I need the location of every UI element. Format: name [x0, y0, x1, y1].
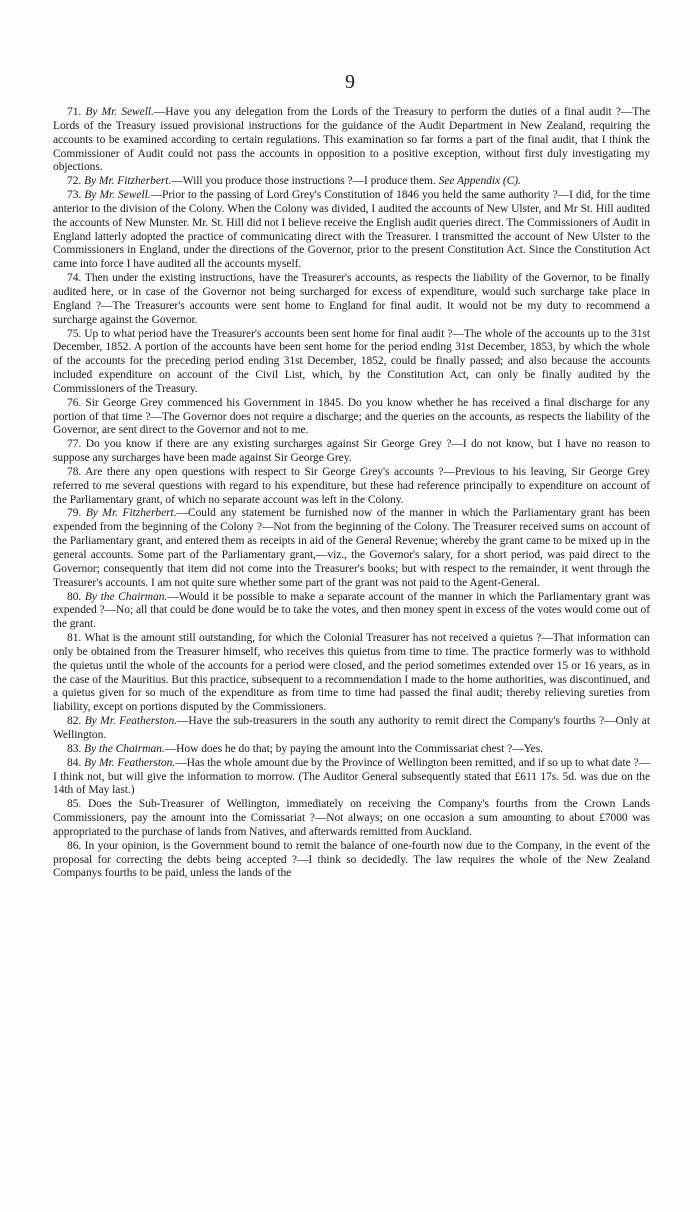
speaker-name: Mr. Sewell. — [99, 189, 151, 202]
question-paragraph — [53, 272, 650, 327]
question-answer-text: In your opinion, is the Government bound to remit the balance of one-fourth now due to the Company, in the event of the proposal for correcting the debts being accepted ?—I think so decidedly. The law requires the whole of the New Zealand Companys fourths to be paid, unless the lands of the — [53, 839, 651, 880]
question-number: 83. — [67, 742, 82, 755]
question-number: 78. — [67, 465, 82, 478]
question-paragraph — [53, 466, 650, 508]
speaker-name: Mr. Featherston. — [100, 715, 177, 728]
speaker-name: the Chairman. — [100, 590, 168, 603]
speaker-name: Mr. Fitzherbert. — [98, 175, 172, 188]
document-body — [53, 106, 650, 881]
appendix-reference: See Appendix (C). — [438, 175, 521, 188]
question-number: 75. — [67, 327, 82, 340]
speaker-name: Mr. Fitzherbert. — [102, 507, 177, 520]
question-answer-text: —Has the whole amount due by the Province of Wellington been remitted, and if so up to what date ?—I think not, but will give the information to morrow. (The Auditor General subsequently stated that £611 17s. 5d. was due on the 14th of May last.) — [53, 756, 651, 797]
question-answer-text: Does the Sub-Treasurer of Wellington, immediately on receiving the Company's fourths from the Crown Lands Commissioners, pay the amount into the Comissariat ?—Not always; on one occasion a sum amounting to about £7000 was appropriated to the purchase of lands from Natives, and afterwards remitted from Auckland. — [53, 798, 650, 838]
speaker-prefix: By — [84, 756, 97, 769]
question-paragraph — [53, 798, 650, 840]
question-answer-text: —Will you produce those instructions ?—I produce them. — [171, 175, 436, 188]
speaker-name: the Chairman. — [98, 742, 165, 755]
question-paragraph — [53, 438, 650, 466]
question-number: 71. — [67, 106, 82, 118]
speaker-prefix: By — [84, 715, 97, 728]
question-answer-text: Do you know if there are any existing surcharges against Sir George Grey ?—I do not know, but I have no reason to suppose any surcharges have been made against Sir George Grey. — [53, 438, 651, 465]
question-number: 86. — [67, 839, 82, 852]
speaker-prefix: By — [84, 189, 97, 202]
question-answer-text: Up to what period have the Treasurer's accounts been sent home for final audit ?—The whole of the accounts up to the 31st December, 1852. A portion of the accounts have been sent home for the period ending 31st December, 1853, by which the whole of the accounts for the preceding period ending 31st December, 1852, could be finally passed; and also because the accounts included expenditure on account of the Civil List, which, by the Constitution Act, can only be finally audited by the Commissioners of the Treasury. — [53, 327, 650, 395]
question-number: 80. — [67, 590, 82, 603]
question-number: 79. — [67, 507, 82, 520]
speaker-prefix: By — [84, 175, 97, 188]
page-number: 9 — [345, 71, 355, 93]
question-paragraph — [53, 757, 650, 799]
question-answer-text: —Have you any delegation from the Lords of the Treasury to perform the duties of a final audit ?—The Lords of the Treasury issued provisional instructions for the guidance of the Audit Department in New Zealand, requiring the accounts to be examined according to certain regulations. This examination so far forms a part of the final audit, that I think the Commissioner of Audit could not pass the accounts in opposition to a positive exception, without first duly investigating my objections. — [53, 106, 651, 174]
question-paragraph — [53, 397, 650, 439]
question-number: 85. — [67, 798, 82, 811]
speaker-prefix: By — [85, 507, 98, 520]
speaker-name: Mr. Sewell. — [101, 106, 154, 118]
question-number: 84. — [67, 756, 82, 769]
question-paragraph — [53, 189, 650, 272]
question-number: 73. — [67, 189, 82, 202]
question-number: 72. — [67, 175, 82, 188]
question-paragraph — [53, 715, 650, 743]
question-answer-text: —How does he do that; by paying the amount into the Commissariat chest ?—Yes. — [164, 742, 543, 755]
question-paragraph — [53, 328, 650, 397]
question-answer-text: Sir George Grey commenced his Government in 1845. Do you know whether he has received a final discharge for any portion of that time ?—The Governor does not require a discharge; and the queries on the accounts, as respects the liability of the Governor, are sent direct to the Governor and not to me. — [53, 396, 650, 437]
question-paragraph — [53, 840, 650, 882]
question-number: 77. — [67, 438, 82, 451]
speaker-prefix: By — [85, 106, 98, 118]
question-paragraph — [53, 507, 650, 590]
question-answer-text: —Could any statement be furnished now of the manner in which the Parliamentary grant has been expended from the beginning of the Colony ?—Not from the beginning of the Colony. The Treasurer received sums on account of the Parliamentary grant, and entered them as receipts in aid of the General Revenue; whereby the grant came to be mixed up in the general accounts. Some part of the Parliamentary grant,—viz., the Governor's salary, for a short period, was paid direct to the Governor; consequently that item did not come into the Treasurer's books; but with respect to the remainder, it went through the Treasurer's accounts. I am not quite sure whether some part of the grant was not paid to the Agent-General. — [53, 507, 650, 589]
speaker-name: Mr. Featherston. — [98, 756, 176, 769]
question-paragraph — [53, 632, 650, 715]
question-number: 81. — [67, 632, 82, 645]
question-answer-text: Then under the existing instructions, have the Treasurer's accounts, as respects the liability of the Governor, to be finally audited here, or in case of the Governor not being surcharged for excess of expenditure, would such surcharge take place in England ?—The Treasurer's accounts were sent home to England for final audit. It would not be my duty to recommend a surcharge against the Governor. — [53, 272, 651, 326]
question-paragraph — [53, 591, 650, 633]
question-answer-text: —Have the sub-treasurers in the south any authority to remit direct the Company's fourths ?—Only at Wellington. — [53, 715, 651, 741]
question-number: 82. — [67, 715, 82, 728]
question-paragraph — [53, 106, 650, 175]
question-number: 76. — [67, 396, 82, 409]
question-answer-text: What is the amount still outstanding, for which the Colonial Treasurer has not received a quietus ?—That information can only be obtained from the Treasurer himself, who receives this quietus from time to time. The practice formerly was to withhold the quietus until the whole of the accounts for a period were closed, and the period sometimes extended over 15 or 16 years, as in the case of the Mauritius. But this practice, subsequent to a recommendation I made to the home authorities, was discontinued, and a quietus given for so much of the expenditure as from time to time had passed the final audit; thereby relieving sureties from liability, except on portions disputed by the Commissioners. — [53, 632, 650, 714]
speaker-prefix: By — [84, 590, 97, 603]
question-paragraph — [53, 743, 650, 757]
question-answer-text: Are there any open questions with respect to Sir George Grey's accounts ?—Previous to his leaving, Sir George Grey referred to me several questions with regard to his expenditure, but these had reference principally to expenditure on account of the Parliamentary grant, of which no separate account was left in the Colony. — [53, 465, 650, 506]
question-answer-text: —Would it be possible to make a separate account of the manner in which the Parliamentary grant was expended ?—No; all that could be done would be to take the votes, and then money spent in excess of the votes would come out of the grant. — [53, 590, 650, 631]
question-number: 74. — [67, 272, 82, 285]
question-paragraph — [53, 175, 650, 189]
question-answer-text: —Prior to the passing of Lord Grey's Constitution of 1846 you held the same authority ?—I did, for the time anterior to the division of the Colony. When the Colony was divided, I audited the accounts of New Ulster, and Mr St. Hill audited the accounts of New Munster. Mr. St. Hill did not I believe receive the English audit queries direct. The Commissioners of Audit in England latterly adopted the practice of communicating direct with the Treasurer. I transmitted the account of New Ulster to the Commissioners in England, under the directions of the Governor, prior to the present Constitution Act. Since the Constitution Act came into force I have audited all the accounts myself. — [53, 189, 651, 271]
speaker-prefix: By — [84, 742, 97, 755]
